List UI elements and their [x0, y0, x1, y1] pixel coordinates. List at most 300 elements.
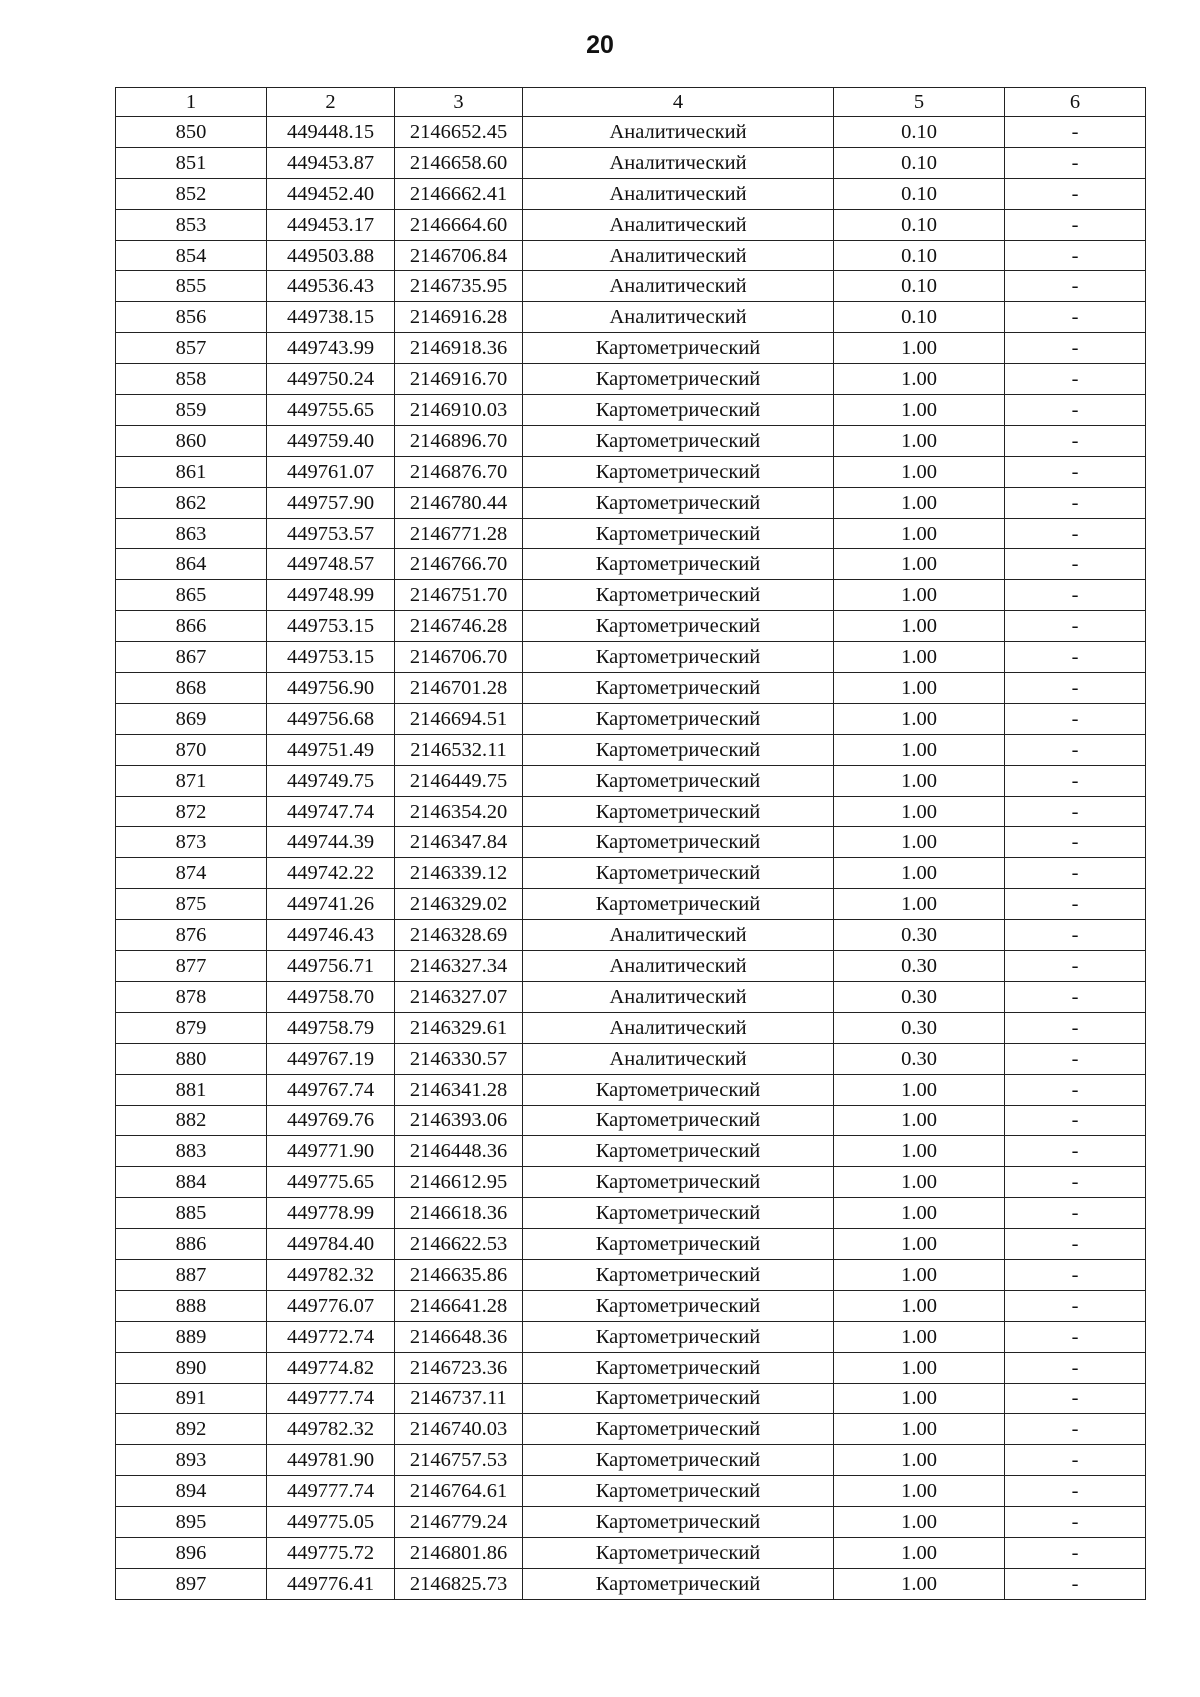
method-cell: Аналитический [523, 209, 834, 240]
column-header: 5 [834, 88, 1005, 117]
note-cell: - [1005, 1012, 1146, 1043]
point-number-cell: 852 [116, 178, 267, 209]
method-cell: Картометрический [523, 456, 834, 487]
method-cell: Картометрический [523, 580, 834, 611]
note-cell: - [1005, 147, 1146, 178]
point-number-cell: 878 [116, 981, 267, 1012]
y-coordinate-cell: 2146354.20 [395, 796, 523, 827]
accuracy-cell: 0.10 [834, 302, 1005, 333]
note-cell: - [1005, 703, 1146, 734]
y-coordinate-cell: 2146771.28 [395, 518, 523, 549]
x-coordinate-cell: 449756.71 [267, 951, 395, 982]
table-row [116, 1074, 1146, 1105]
method-cell: Картометрический [523, 549, 834, 580]
method-cell: Картометрический [523, 703, 834, 734]
y-coordinate-cell: 2146876.70 [395, 456, 523, 487]
y-coordinate-cell: 2146448.36 [395, 1136, 523, 1167]
x-coordinate-cell: 449747.74 [267, 796, 395, 827]
y-coordinate-cell: 2146751.70 [395, 580, 523, 611]
note-cell: - [1005, 1198, 1146, 1229]
y-coordinate-cell: 2146757.53 [395, 1445, 523, 1476]
point-number-cell: 850 [116, 117, 267, 148]
accuracy-cell: 1.00 [834, 425, 1005, 456]
note-cell: - [1005, 1507, 1146, 1538]
table-row [116, 1383, 1146, 1414]
table-row [116, 1321, 1146, 1352]
note-cell: - [1005, 456, 1146, 487]
accuracy-cell: 1.00 [834, 1167, 1005, 1198]
method-cell: Картометрический [523, 611, 834, 642]
point-number-cell: 874 [116, 858, 267, 889]
x-coordinate-cell: 449748.99 [267, 580, 395, 611]
accuracy-cell: 0.10 [834, 147, 1005, 178]
table-row [116, 1290, 1146, 1321]
note-cell: - [1005, 1229, 1146, 1260]
x-coordinate-cell: 449776.41 [267, 1568, 395, 1599]
x-coordinate-cell: 449782.32 [267, 1414, 395, 1445]
method-cell: Аналитический [523, 178, 834, 209]
y-coordinate-cell: 2146330.57 [395, 1043, 523, 1074]
method-cell: Картометрический [523, 1198, 834, 1229]
point-number-cell: 868 [116, 673, 267, 704]
note-cell: - [1005, 1537, 1146, 1568]
accuracy-cell: 1.00 [834, 1352, 1005, 1383]
x-coordinate-cell: 449746.43 [267, 920, 395, 951]
x-coordinate-cell: 449755.65 [267, 395, 395, 426]
column-header: 1 [116, 88, 267, 117]
table-row [116, 209, 1146, 240]
accuracy-cell: 0.30 [834, 920, 1005, 951]
point-number-cell: 896 [116, 1537, 267, 1568]
note-cell: - [1005, 858, 1146, 889]
method-cell: Картометрический [523, 1136, 834, 1167]
x-coordinate-cell: 449772.74 [267, 1321, 395, 1352]
point-number-cell: 888 [116, 1290, 267, 1321]
accuracy-cell: 1.00 [834, 580, 1005, 611]
method-cell: Картометрический [523, 1476, 834, 1507]
point-number-cell: 880 [116, 1043, 267, 1074]
y-coordinate-cell: 2146329.61 [395, 1012, 523, 1043]
table-row [116, 456, 1146, 487]
method-cell: Картометрический [523, 765, 834, 796]
accuracy-cell: 1.00 [834, 1105, 1005, 1136]
point-number-cell: 877 [116, 951, 267, 982]
table-row [116, 1105, 1146, 1136]
note-cell: - [1005, 240, 1146, 271]
y-coordinate-cell: 2146764.61 [395, 1476, 523, 1507]
coordinates-table [115, 87, 1146, 1600]
x-coordinate-cell: 449782.32 [267, 1259, 395, 1290]
point-number-cell: 856 [116, 302, 267, 333]
point-number-cell: 871 [116, 765, 267, 796]
note-cell: - [1005, 580, 1146, 611]
table-row [116, 889, 1146, 920]
method-cell: Аналитический [523, 951, 834, 982]
table-row [116, 178, 1146, 209]
y-coordinate-cell: 2146612.95 [395, 1167, 523, 1198]
accuracy-cell: 1.00 [834, 364, 1005, 395]
x-coordinate-cell: 449777.74 [267, 1476, 395, 1507]
y-coordinate-cell: 2146641.28 [395, 1290, 523, 1321]
accuracy-cell: 1.00 [834, 1136, 1005, 1167]
accuracy-cell: 1.00 [834, 456, 1005, 487]
point-number-cell: 875 [116, 889, 267, 920]
table-row [116, 611, 1146, 642]
table-row [116, 858, 1146, 889]
table-row [116, 765, 1146, 796]
y-coordinate-cell: 2146339.12 [395, 858, 523, 889]
note-cell: - [1005, 642, 1146, 673]
y-coordinate-cell: 2146694.51 [395, 703, 523, 734]
point-number-cell: 889 [116, 1321, 267, 1352]
page-number: 20 [586, 31, 614, 59]
accuracy-cell: 0.30 [834, 951, 1005, 982]
point-number-cell: 854 [116, 240, 267, 271]
table-row [116, 147, 1146, 178]
note-cell: - [1005, 611, 1146, 642]
point-number-cell: 853 [116, 209, 267, 240]
accuracy-cell: 1.00 [834, 611, 1005, 642]
note-cell: - [1005, 1043, 1146, 1074]
accuracy-cell: 0.10 [834, 178, 1005, 209]
x-coordinate-cell: 449757.90 [267, 487, 395, 518]
note-cell: - [1005, 1321, 1146, 1352]
point-number-cell: 892 [116, 1414, 267, 1445]
point-number-cell: 890 [116, 1352, 267, 1383]
point-number-cell: 870 [116, 734, 267, 765]
x-coordinate-cell: 449751.49 [267, 734, 395, 765]
x-coordinate-cell: 449753.15 [267, 611, 395, 642]
accuracy-cell: 1.00 [834, 889, 1005, 920]
y-coordinate-cell: 2146618.36 [395, 1198, 523, 1229]
y-coordinate-cell: 2146328.69 [395, 920, 523, 951]
method-cell: Картометрический [523, 796, 834, 827]
y-coordinate-cell: 2146825.73 [395, 1568, 523, 1599]
table-row [116, 1043, 1146, 1074]
point-number-cell: 887 [116, 1259, 267, 1290]
point-number-cell: 891 [116, 1383, 267, 1414]
x-coordinate-cell: 449753.15 [267, 642, 395, 673]
note-cell: - [1005, 1383, 1146, 1414]
method-cell: Картометрический [523, 395, 834, 426]
x-coordinate-cell: 449452.40 [267, 178, 395, 209]
table-row [116, 827, 1146, 858]
method-cell: Картометрический [523, 1321, 834, 1352]
note-cell: - [1005, 364, 1146, 395]
accuracy-cell: 1.00 [834, 858, 1005, 889]
method-cell: Картометрический [523, 889, 834, 920]
x-coordinate-cell: 449777.74 [267, 1383, 395, 1414]
method-cell: Картометрический [523, 642, 834, 673]
method-cell: Аналитический [523, 147, 834, 178]
table-row [116, 302, 1146, 333]
y-coordinate-cell: 2146779.24 [395, 1507, 523, 1538]
accuracy-cell: 1.00 [834, 1383, 1005, 1414]
table-row [116, 920, 1146, 951]
note-cell: - [1005, 1074, 1146, 1105]
table-row [116, 364, 1146, 395]
note-cell: - [1005, 117, 1146, 148]
accuracy-cell: 1.00 [834, 549, 1005, 580]
table-row [116, 1352, 1146, 1383]
accuracy-cell: 1.00 [834, 1507, 1005, 1538]
table-row [116, 580, 1146, 611]
accuracy-cell: 1.00 [834, 333, 1005, 364]
point-number-cell: 866 [116, 611, 267, 642]
table-row [116, 673, 1146, 704]
table-row [116, 1136, 1146, 1167]
column-header: 2 [267, 88, 395, 117]
method-cell: Картометрический [523, 1259, 834, 1290]
x-coordinate-cell: 449781.90 [267, 1445, 395, 1476]
accuracy-cell: 1.00 [834, 1537, 1005, 1568]
method-cell: Картометрический [523, 1290, 834, 1321]
x-coordinate-cell: 449767.19 [267, 1043, 395, 1074]
note-cell: - [1005, 734, 1146, 765]
x-coordinate-cell: 449536.43 [267, 271, 395, 302]
y-coordinate-cell: 2146329.02 [395, 889, 523, 920]
y-coordinate-cell: 2146918.36 [395, 333, 523, 364]
x-coordinate-cell: 449767.74 [267, 1074, 395, 1105]
point-number-cell: 897 [116, 1568, 267, 1599]
method-cell: Аналитический [523, 240, 834, 271]
note-cell: - [1005, 1290, 1146, 1321]
note-cell: - [1005, 1136, 1146, 1167]
point-number-cell: 858 [116, 364, 267, 395]
accuracy-cell: 1.00 [834, 1568, 1005, 1599]
method-cell: Картометрический [523, 333, 834, 364]
accuracy-cell: 1.00 [834, 765, 1005, 796]
y-coordinate-cell: 2146916.70 [395, 364, 523, 395]
accuracy-cell: 1.00 [834, 1414, 1005, 1445]
method-cell: Картометрический [523, 518, 834, 549]
y-coordinate-cell: 2146766.70 [395, 549, 523, 580]
accuracy-cell: 1.00 [834, 1229, 1005, 1260]
table-row [116, 1476, 1146, 1507]
x-coordinate-cell: 449776.07 [267, 1290, 395, 1321]
method-cell: Картометрический [523, 827, 834, 858]
note-cell: - [1005, 271, 1146, 302]
note-cell: - [1005, 1476, 1146, 1507]
x-coordinate-cell: 449775.05 [267, 1507, 395, 1538]
y-coordinate-cell: 2146664.60 [395, 209, 523, 240]
accuracy-cell: 1.00 [834, 673, 1005, 704]
note-cell: - [1005, 1568, 1146, 1599]
y-coordinate-cell: 2146658.60 [395, 147, 523, 178]
method-cell: Картометрический [523, 1167, 834, 1198]
y-coordinate-cell: 2146916.28 [395, 302, 523, 333]
y-coordinate-cell: 2146723.36 [395, 1352, 523, 1383]
table-row [116, 487, 1146, 518]
column-header: 6 [1005, 88, 1146, 117]
note-cell: - [1005, 981, 1146, 1012]
method-cell: Аналитический [523, 117, 834, 148]
accuracy-cell: 0.10 [834, 240, 1005, 271]
x-coordinate-cell: 449744.39 [267, 827, 395, 858]
accuracy-cell: 1.00 [834, 827, 1005, 858]
x-coordinate-cell: 449758.70 [267, 981, 395, 1012]
method-cell: Картометрический [523, 673, 834, 704]
y-coordinate-cell: 2146327.07 [395, 981, 523, 1012]
table-row [116, 271, 1146, 302]
note-cell: - [1005, 302, 1146, 333]
note-cell: - [1005, 673, 1146, 704]
y-coordinate-cell: 2146635.86 [395, 1259, 523, 1290]
y-coordinate-cell: 2146347.84 [395, 827, 523, 858]
accuracy-cell: 1.00 [834, 1476, 1005, 1507]
note-cell: - [1005, 518, 1146, 549]
method-cell: Аналитический [523, 981, 834, 1012]
x-coordinate-cell: 449753.57 [267, 518, 395, 549]
note-cell: - [1005, 487, 1146, 518]
note-cell: - [1005, 920, 1146, 951]
method-cell: Картометрический [523, 1568, 834, 1599]
note-cell: - [1005, 209, 1146, 240]
table-row [116, 1229, 1146, 1260]
accuracy-cell: 1.00 [834, 796, 1005, 827]
point-number-cell: 873 [116, 827, 267, 858]
point-number-cell: 859 [116, 395, 267, 426]
point-number-cell: 857 [116, 333, 267, 364]
point-number-cell: 883 [116, 1136, 267, 1167]
note-cell: - [1005, 1414, 1146, 1445]
note-cell: - [1005, 827, 1146, 858]
x-coordinate-cell: 449750.24 [267, 364, 395, 395]
x-coordinate-cell: 449503.88 [267, 240, 395, 271]
method-cell: Картометрический [523, 1074, 834, 1105]
table-row [116, 981, 1146, 1012]
y-coordinate-cell: 2146801.86 [395, 1537, 523, 1568]
method-cell: Картометрический [523, 734, 834, 765]
x-coordinate-cell: 449784.40 [267, 1229, 395, 1260]
y-coordinate-cell: 2146449.75 [395, 765, 523, 796]
table-row [116, 240, 1146, 271]
note-cell: - [1005, 549, 1146, 580]
x-coordinate-cell: 449769.76 [267, 1105, 395, 1136]
accuracy-cell: 1.00 [834, 518, 1005, 549]
table-row [116, 549, 1146, 580]
y-coordinate-cell: 2146327.34 [395, 951, 523, 982]
point-number-cell: 869 [116, 703, 267, 734]
note-cell: - [1005, 1167, 1146, 1198]
x-coordinate-cell: 449778.99 [267, 1198, 395, 1229]
method-cell: Аналитический [523, 302, 834, 333]
accuracy-cell: 1.00 [834, 1321, 1005, 1352]
x-coordinate-cell: 449742.22 [267, 858, 395, 889]
y-coordinate-cell: 2146706.84 [395, 240, 523, 271]
method-cell: Картометрический [523, 1352, 834, 1383]
accuracy-cell: 0.10 [834, 209, 1005, 240]
accuracy-cell: 1.00 [834, 703, 1005, 734]
table-row [116, 1537, 1146, 1568]
method-cell: Аналитический [523, 271, 834, 302]
y-coordinate-cell: 2146652.45 [395, 117, 523, 148]
x-coordinate-cell: 449771.90 [267, 1136, 395, 1167]
y-coordinate-cell: 2146740.03 [395, 1414, 523, 1445]
x-coordinate-cell: 449448.15 [267, 117, 395, 148]
method-cell: Картометрический [523, 1414, 834, 1445]
point-number-cell: 862 [116, 487, 267, 518]
table-row [116, 951, 1146, 982]
accuracy-cell: 1.00 [834, 1259, 1005, 1290]
method-cell: Картометрический [523, 1383, 834, 1414]
point-number-cell: 894 [116, 1476, 267, 1507]
table-row [116, 1445, 1146, 1476]
accuracy-cell: 1.00 [834, 1198, 1005, 1229]
accuracy-cell: 0.10 [834, 117, 1005, 148]
table-row [116, 333, 1146, 364]
accuracy-cell: 1.00 [834, 1290, 1005, 1321]
table-row [116, 1414, 1146, 1445]
point-number-cell: 881 [116, 1074, 267, 1105]
method-cell: Аналитический [523, 1043, 834, 1074]
x-coordinate-cell: 449743.99 [267, 333, 395, 364]
column-header: 3 [395, 88, 523, 117]
method-cell: Картометрический [523, 487, 834, 518]
method-cell: Картометрический [523, 1507, 834, 1538]
y-coordinate-cell: 2146532.11 [395, 734, 523, 765]
point-number-cell: 867 [116, 642, 267, 673]
point-number-cell: 893 [116, 1445, 267, 1476]
point-number-cell: 882 [116, 1105, 267, 1136]
y-coordinate-cell: 2146735.95 [395, 271, 523, 302]
point-number-cell: 895 [116, 1507, 267, 1538]
table-row [116, 1198, 1146, 1229]
note-cell: - [1005, 178, 1146, 209]
table-row [116, 734, 1146, 765]
point-number-cell: 879 [116, 1012, 267, 1043]
table-row [116, 425, 1146, 456]
accuracy-cell: 1.00 [834, 1074, 1005, 1105]
table-row [116, 1259, 1146, 1290]
x-coordinate-cell: 449738.15 [267, 302, 395, 333]
y-coordinate-cell: 2146706.70 [395, 642, 523, 673]
method-cell: Аналитический [523, 1012, 834, 1043]
accuracy-cell: 1.00 [834, 1445, 1005, 1476]
y-coordinate-cell: 2146393.06 [395, 1105, 523, 1136]
x-coordinate-cell: 449453.17 [267, 209, 395, 240]
x-coordinate-cell: 449761.07 [267, 456, 395, 487]
y-coordinate-cell: 2146746.28 [395, 611, 523, 642]
note-cell: - [1005, 395, 1146, 426]
y-coordinate-cell: 2146737.11 [395, 1383, 523, 1414]
method-cell: Картометрический [523, 858, 834, 889]
table-body [116, 117, 1146, 1600]
method-cell: Картометрический [523, 364, 834, 395]
method-cell: Картометрический [523, 425, 834, 456]
table-row [116, 1507, 1146, 1538]
table-row [116, 796, 1146, 827]
accuracy-cell: 0.30 [834, 981, 1005, 1012]
table-row [116, 117, 1146, 148]
point-number-cell: 886 [116, 1229, 267, 1260]
table-row [116, 1167, 1146, 1198]
point-number-cell: 884 [116, 1167, 267, 1198]
x-coordinate-cell: 449758.79 [267, 1012, 395, 1043]
x-coordinate-cell: 449775.72 [267, 1537, 395, 1568]
table-row [116, 1012, 1146, 1043]
point-number-cell: 864 [116, 549, 267, 580]
table-row [116, 703, 1146, 734]
accuracy-cell: 0.30 [834, 1012, 1005, 1043]
y-coordinate-cell: 2146701.28 [395, 673, 523, 704]
point-number-cell: 885 [116, 1198, 267, 1229]
x-coordinate-cell: 449774.82 [267, 1352, 395, 1383]
table-row [116, 518, 1146, 549]
y-coordinate-cell: 2146341.28 [395, 1074, 523, 1105]
method-cell: Аналитический [523, 920, 834, 951]
note-cell: - [1005, 796, 1146, 827]
